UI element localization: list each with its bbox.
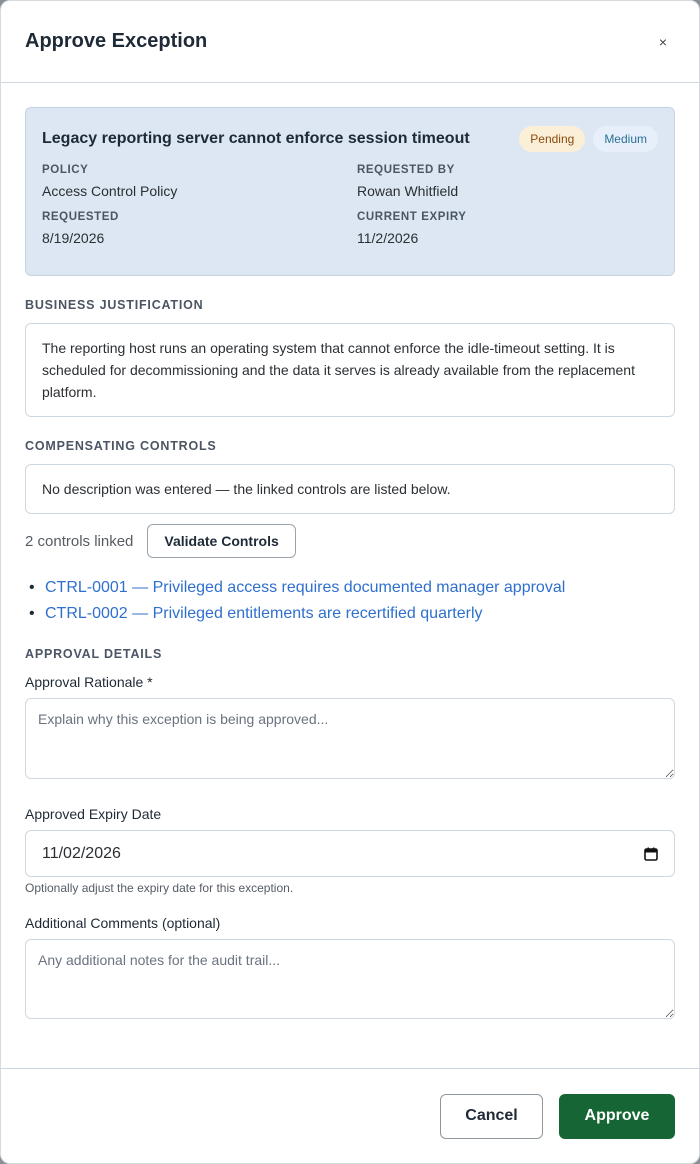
controls-count: 2 controls linked	[25, 532, 134, 550]
dialog-title: Approve Exception	[25, 30, 208, 52]
exception-summary-card	[25, 107, 675, 276]
rationale-textarea[interactable]	[25, 698, 675, 779]
expiry-label: Approved Expiry Date	[25, 806, 162, 822]
linked-controls-list	[25, 575, 675, 627]
requested-by-value: Rowan Whitfield	[357, 183, 459, 199]
dialog-header	[1, 1, 699, 83]
approve-button[interactable]: Approve	[559, 1094, 675, 1139]
cancel-button[interactable]: Cancel	[440, 1094, 543, 1139]
expiry-date-input[interactable]	[25, 830, 675, 877]
current-expiry-label: CURRENT EXPIRY	[357, 211, 467, 223]
calendar-icon[interactable]	[644, 847, 658, 861]
comments-textarea[interactable]	[25, 939, 675, 1019]
dialog-footer	[1, 1068, 699, 1163]
expiry-helper-text: Optionally adjust the expiry date for this exception.	[25, 881, 294, 895]
close-icon[interactable]: ×	[658, 33, 667, 50]
requested-label: REQUESTED	[42, 211, 119, 223]
requested-meta	[42, 211, 357, 246]
dialog-body	[1, 83, 699, 1024]
current-expiry-value: 11/2/2026	[357, 230, 419, 246]
severity-badge: Medium	[593, 126, 658, 152]
rationale-label: Approval Rationale *	[25, 674, 153, 690]
justification-text: The reporting host runs an operating system that cannot enforce the idle-timeout setting. It is scheduled for decommissioning and the data it serves is already available from the replacement platform.	[25, 323, 675, 417]
approval-heading: APPROVAL DETAILS	[25, 647, 163, 661]
validate-controls-button[interactable]: Validate Controls	[147, 524, 295, 558]
control-link[interactable]: • CTRL-0002 — Privileged entitlements are recertified quarterly	[25, 601, 675, 627]
current-expiry-meta	[357, 211, 658, 246]
requested-value: 8/19/2026	[42, 230, 105, 246]
control-link[interactable]: • CTRL-0001 — Privileged access requires documented manager approval	[25, 575, 675, 601]
policy-meta	[42, 164, 357, 199]
policy-label: POLICY	[42, 164, 89, 176]
controls-toolbar	[25, 524, 675, 558]
expiry-date-value: 11/02/2026	[42, 844, 121, 862]
requested-by-meta	[357, 164, 658, 199]
requested-by-label: REQUESTED BY	[357, 164, 455, 176]
exception-title: Legacy reporting server cannot enforce session timeout	[42, 130, 470, 147]
justification-heading: BUSINESS JUSTIFICATION	[25, 298, 204, 312]
status-badge: Pending	[519, 126, 585, 152]
comments-label: Additional Comments (optional)	[25, 915, 221, 931]
compensating-heading: COMPENSATING CONTROLS	[25, 439, 217, 453]
compensating-text: No description was entered — the linked controls are listed below.	[25, 464, 675, 514]
policy-value: Access Control Policy	[42, 183, 178, 199]
